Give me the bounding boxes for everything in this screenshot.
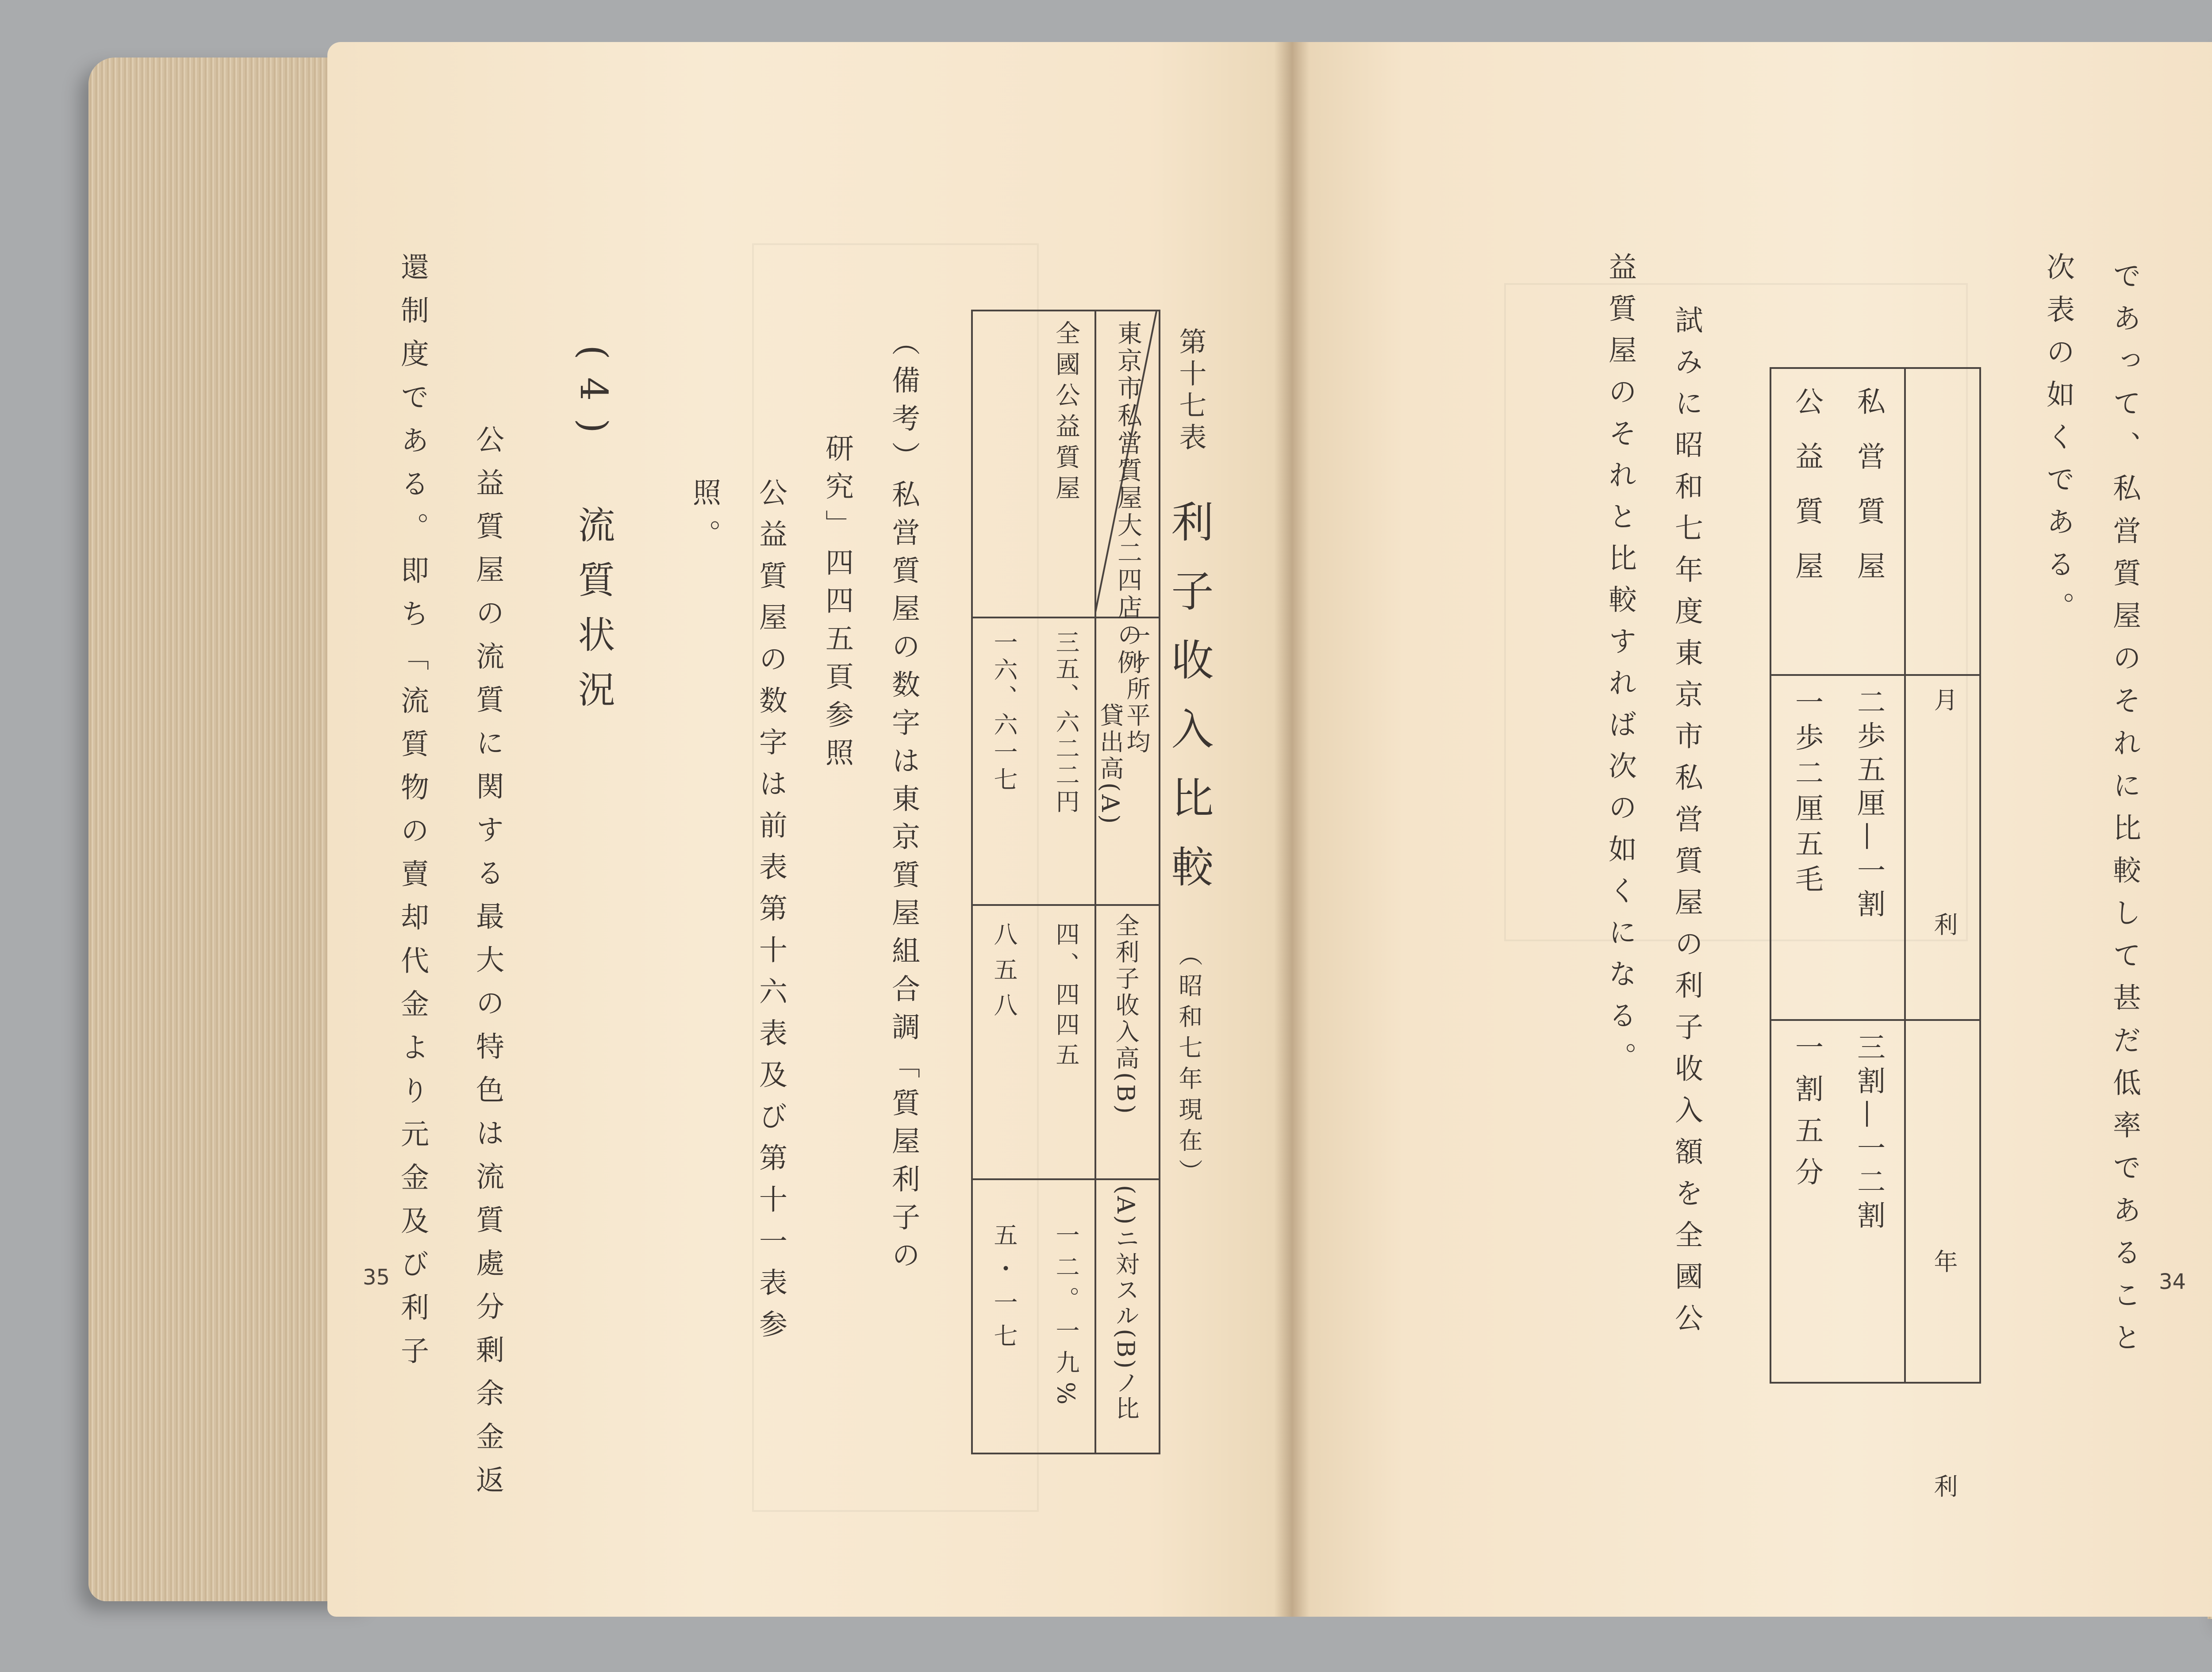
table-17 [971, 310, 1160, 1454]
body-line-right-2: 益質屋のそれと比較すれば次の如くになる。 [1604, 252, 1636, 1084]
table-title: 利子收入比較 [1164, 500, 1214, 914]
cell-private-loans: 三五、六二二円 [1052, 630, 1080, 816]
note-line-4: 照。 [688, 478, 721, 561]
body-line-right-1: 試みに昭和七年度東京市私営質屋の利子收入額を全國公 [1670, 305, 1703, 1345]
rate-public-monthly: 一歩二厘五毛 [1790, 687, 1823, 900]
cell-public-loans: 一六、六一七 [990, 630, 1018, 794]
note-line-2: 研究」四四五頁参照 [821, 433, 853, 776]
rate-public-annual: 一割五分 [1790, 1032, 1823, 1199]
rate-row-label-public: 公益質屋 [1790, 387, 1823, 606]
cell-public-interest: 八五八 [990, 922, 1018, 1028]
row-label-public: 全國公益質屋 [1052, 320, 1080, 506]
cell-public-ratio: 五・一七 [990, 1223, 1018, 1357]
table-date: （昭和七年現在） [1175, 942, 1203, 1190]
section-heading: (4) 流質状況 [572, 345, 615, 725]
table-number: 第十七表 [1175, 327, 1207, 455]
body-line-1: 公益質屋の流質に関する最大の特色は流質處分剰余金返 [471, 425, 504, 1508]
page-number-right: 34 [2159, 1269, 2186, 1294]
row-label-private: 東京市私営質屋大二四店の例 [1114, 320, 1142, 677]
rate-private-annual: 三割—一二割 [1852, 1032, 1885, 1234]
intro-line-1: であって、私営質屋のそれに比較して甚だ低率であること [2108, 261, 2141, 1365]
rate-table [1770, 367, 1981, 1586]
body-line-2: 還制度である。即ち「流質物の賣却代金より元金及び利子 [396, 252, 429, 1379]
page-number-left: 35 [363, 1265, 390, 1290]
col-header-avg: 一ヶ所平均 [1123, 623, 1151, 756]
intro-line-2: 次表の如くである。 [2042, 252, 2074, 634]
col-header-loans: 貸出高(A) [1096, 703, 1124, 827]
rate-row-label-private: 私営質屋 [1852, 387, 1885, 606]
cell-private-interest: 四、四四五 [1052, 922, 1080, 1072]
rate-private-monthly: 二歩五厘—一割 [1852, 687, 1885, 923]
note-line-3: 公益質屋の数字は前表第十六表及び第十一表参 [754, 478, 787, 1351]
col-header-ratio: (A)ニ対スル(B)ノ比 [1112, 1185, 1140, 1422]
cell-private-ratio: 一二。一九% [1052, 1223, 1080, 1413]
note-line-1: （備考）私営質屋の数字は東京質屋組合調「質屋利子の [887, 327, 920, 1278]
col-header-interest: 全利子收入高(B) [1112, 913, 1140, 1116]
book-gutter [1274, 42, 1310, 1617]
rate-header: 月 利 年 利 [1930, 687, 1958, 1586]
